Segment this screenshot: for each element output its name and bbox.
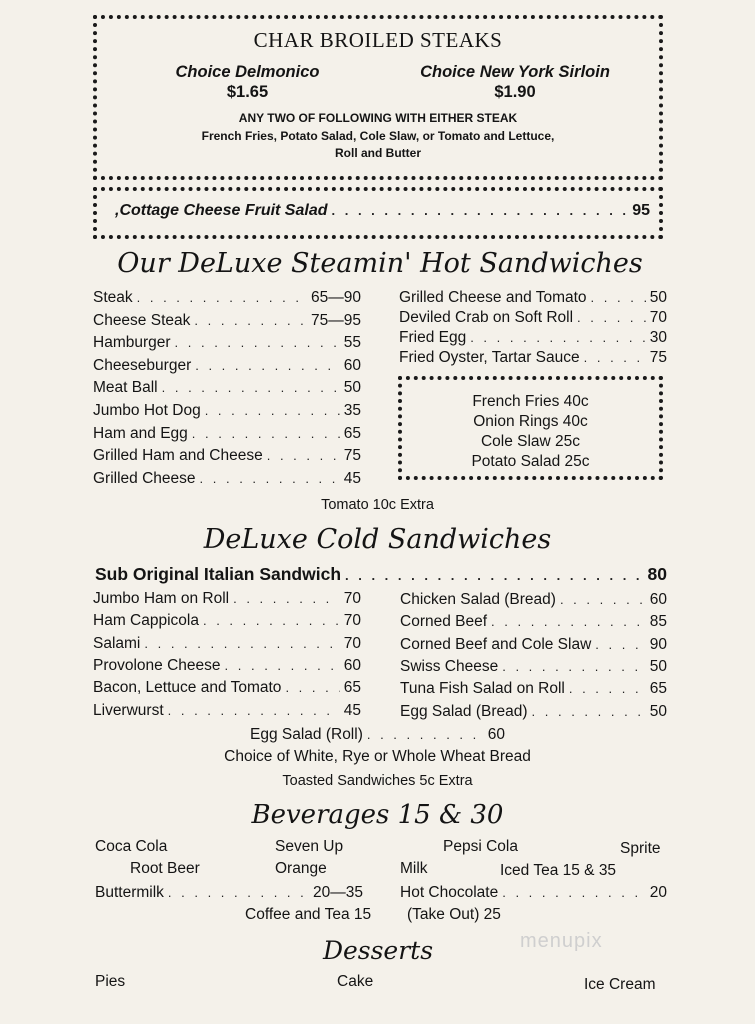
steak-sirloin-name: Choice New York Sirloin xyxy=(420,63,610,81)
menu-item-row xyxy=(399,349,667,367)
menu-item-name: Jumbo Ham on Roll xyxy=(93,590,230,607)
menu-item-row xyxy=(93,447,361,465)
menu-item-name: Corned Beef and Cole Slaw xyxy=(400,635,592,653)
menu-item-price: 50 xyxy=(649,657,667,675)
menu-item-name: Provolone Cheese xyxy=(93,656,221,674)
leader-dots xyxy=(200,471,340,486)
menu-item-price: 70 xyxy=(343,590,361,607)
watermark: menupix xyxy=(520,930,603,952)
bev-hot-chocolate-row xyxy=(400,884,667,902)
menu-item-price: 75 xyxy=(649,349,667,366)
side-potato-salad: Potato Salad 25c xyxy=(471,453,590,470)
leader-dots xyxy=(144,636,339,651)
bev-hot-chocolate-price: 20 xyxy=(649,884,667,901)
leader-dots xyxy=(168,703,340,718)
leader-dots xyxy=(194,313,307,328)
leader-dots xyxy=(195,358,340,373)
leader-dots xyxy=(591,290,646,305)
cottage-price: 95 xyxy=(632,202,650,219)
leader-dots xyxy=(285,680,339,695)
steaks-title: CHAR BROILED STEAKS xyxy=(253,28,503,52)
dessert-cake: Cake xyxy=(337,973,374,990)
menu-item-name: Cheeseburger xyxy=(93,356,192,374)
side-french-fries: French Fries 40c xyxy=(472,393,589,410)
menu-item-row xyxy=(93,425,361,443)
menu-item-row xyxy=(400,680,667,698)
menu-item-name: Ham and Egg xyxy=(93,424,188,442)
menu-item-price: 30 xyxy=(649,329,667,346)
menu-item-price: 75—95 xyxy=(311,311,361,329)
bev-buttermilk-name: Buttermilk xyxy=(95,884,164,901)
menu-item-row xyxy=(399,329,667,347)
bev-root-beer: Root Beer xyxy=(130,860,200,877)
egg-roll-row xyxy=(250,726,505,744)
sub-feature-price: 80 xyxy=(647,564,667,584)
leader-dots xyxy=(267,448,340,463)
bev-milk: Milk xyxy=(400,860,428,877)
steak-delmonico-name: Choice Delmonico xyxy=(175,63,320,81)
menu-item-name: Tuna Fish Salad on Roll xyxy=(400,680,565,698)
menu-item-price: 55 xyxy=(343,334,361,352)
leader-dots xyxy=(595,637,645,652)
menu-item-row xyxy=(93,702,361,720)
menu-item-name: Bacon, Lettuce and Tomato xyxy=(93,679,282,697)
bread-note: Choice of White, Rye or Whole Wheat Bread xyxy=(224,748,531,765)
menu-item-price: 65 xyxy=(649,680,667,698)
menu-item-price: 50 xyxy=(343,379,361,397)
steaks-note-1: ANY TWO OF FOLLOWING WITH EITHER STEAK xyxy=(238,111,518,125)
leader-dots xyxy=(502,885,646,900)
menu-item-row xyxy=(93,635,361,653)
menu-item-row xyxy=(400,591,667,609)
cottage-name: ,Cottage Cheese Fruit Salad xyxy=(115,202,328,219)
leader-dots xyxy=(491,614,646,629)
leader-dots xyxy=(502,659,646,674)
steak-sirloin-price: $1.90 xyxy=(494,83,536,101)
leader-dots xyxy=(175,335,340,350)
leader-dots xyxy=(345,568,644,583)
menu-item-price: 85 xyxy=(649,613,667,631)
menu-item-name: Swiss Cheese xyxy=(400,657,499,675)
menu-item-row xyxy=(400,636,667,654)
bev-buttermilk-price: 20—35 xyxy=(313,884,363,901)
menu-item-name: Grilled Ham and Cheese xyxy=(93,447,263,465)
toasted-note: Toasted Sandwiches 5c Extra xyxy=(282,773,473,789)
menu-item-price: 45 xyxy=(343,469,361,487)
menu-item-row xyxy=(93,402,361,420)
bev-orange: Orange xyxy=(275,860,327,877)
menu-item-price: 50 xyxy=(649,702,667,720)
leader-dots xyxy=(367,727,484,742)
leader-dots xyxy=(532,704,646,719)
menu-item-row xyxy=(399,309,667,327)
bev-hot-chocolate-name: Hot Chocolate xyxy=(400,884,499,901)
menu-item-name: Meat Ball xyxy=(93,379,158,397)
menu-item-row xyxy=(400,703,667,721)
leader-dots xyxy=(225,658,340,673)
dessert-ice-cream: Ice Cream xyxy=(584,976,656,993)
menu-item-name: Chicken Salad (Bread) xyxy=(400,591,556,608)
menu-item-row xyxy=(399,289,667,307)
leader-dots xyxy=(577,310,646,325)
menu-item-row xyxy=(93,289,361,307)
menu-item-name: Steak xyxy=(93,289,133,306)
menu-item-price: 75 xyxy=(343,447,361,465)
menu-item-price: 60 xyxy=(343,656,361,674)
leader-dots xyxy=(137,290,307,305)
menu-item-name: Grilled Cheese xyxy=(93,469,196,487)
bev-sprite: Sprite xyxy=(620,840,661,857)
leader-dots xyxy=(332,203,629,218)
menu-item-name: Corned Beef xyxy=(400,613,488,631)
menu-item-name: Salami xyxy=(93,634,141,652)
egg-roll-name: Egg Salad (Roll) xyxy=(250,726,363,743)
menu-item-name: Deviled Crab on Soft Roll xyxy=(399,309,574,326)
menu-item-row xyxy=(93,679,361,697)
sub-feature-row xyxy=(95,564,667,585)
menu-item-price: 50 xyxy=(649,289,667,306)
menu-item-name: Jumbo Hot Dog xyxy=(93,402,201,419)
beverages-heading: Beverages 15 & 30 xyxy=(251,800,504,830)
side-onion-rings: Onion Rings 40c xyxy=(473,413,588,430)
menu-item-row xyxy=(93,612,361,630)
menu-item-name: Grilled Cheese and Tomato xyxy=(399,289,587,306)
menu-item-price: 65 xyxy=(343,424,361,442)
bev-coca-cola: Coca Cola xyxy=(95,838,168,855)
menu-item-name: Liverwurst xyxy=(93,701,164,719)
leader-dots xyxy=(168,885,309,900)
cottage-row xyxy=(115,202,650,220)
menu-item-row xyxy=(93,357,361,375)
menu-item-name: Ham Cappicola xyxy=(93,612,199,630)
dessert-pies: Pies xyxy=(95,973,126,990)
leader-dots xyxy=(203,613,340,628)
bev-seven-up: Seven Up xyxy=(275,838,344,855)
menu-item-name: Fried Egg xyxy=(399,329,467,346)
menu-item-row xyxy=(400,613,667,631)
menu-item-price: 60 xyxy=(343,356,361,374)
bev-pepsi: Pepsi Cola xyxy=(443,838,518,855)
menu-item-name: Cheese Steak xyxy=(93,311,191,329)
leader-dots xyxy=(470,330,646,345)
menu-item-price: 45 xyxy=(343,701,361,719)
menu-item-row xyxy=(93,379,361,397)
bev-buttermilk-row xyxy=(95,884,363,902)
menu-item-row xyxy=(93,657,361,675)
menu-item-price: 35 xyxy=(343,402,361,419)
hot-heading: Our DeLuxe Steamin' Hot Sandwiches xyxy=(117,248,643,279)
leader-dots xyxy=(205,403,340,418)
egg-roll-price: 60 xyxy=(487,726,505,743)
menu-item-price: 70 xyxy=(343,612,361,630)
menu-item-row xyxy=(93,334,361,352)
bev-take-out: (Take Out) 25 xyxy=(407,906,501,923)
menu-item-price: 70 xyxy=(649,309,667,326)
menu-item-row xyxy=(93,470,361,488)
sub-feature-name: Sub Original Italian Sandwich xyxy=(95,564,342,584)
menu-item-price: 65 xyxy=(343,679,361,697)
bev-iced-tea: Iced Tea 15 & 35 xyxy=(500,862,617,879)
steaks-note-2: French Fries, Potato Salad, Cole Slaw, or Tomato and Lettuce, xyxy=(201,129,555,143)
steak-delmonico-price: $1.65 xyxy=(226,83,269,101)
menu-item-name: Egg Salad (Bread) xyxy=(400,702,528,720)
menu-item-price: 65—90 xyxy=(311,289,361,306)
menu-item-price: 90 xyxy=(649,635,667,653)
menu-item-name: Fried Oyster, Tartar Sauce xyxy=(399,349,580,366)
menu-item-name: Hamburger xyxy=(93,334,171,352)
leader-dots xyxy=(192,426,340,441)
menu-item-price: 60 xyxy=(649,591,667,608)
bev-coffee: Coffee and Tea 15 xyxy=(245,906,372,923)
tomato-note: Tomato 10c Extra xyxy=(321,497,434,513)
side-cole-slaw: Cole Slaw 25c xyxy=(480,433,581,450)
leader-dots xyxy=(162,380,340,395)
menu-item-row xyxy=(93,312,361,330)
steaks-note-3: Roll and Butter xyxy=(335,146,421,160)
leader-dots xyxy=(233,591,340,606)
menu-item-row xyxy=(93,590,361,608)
leader-dots xyxy=(560,592,646,607)
leader-dots xyxy=(584,350,646,365)
desserts-heading: Desserts xyxy=(322,936,434,965)
cold-heading: DeLuxe Cold Sandwiches xyxy=(203,524,552,555)
menu-item-price: 70 xyxy=(343,634,361,652)
leader-dots xyxy=(569,681,646,696)
menu-item-row xyxy=(400,658,667,676)
